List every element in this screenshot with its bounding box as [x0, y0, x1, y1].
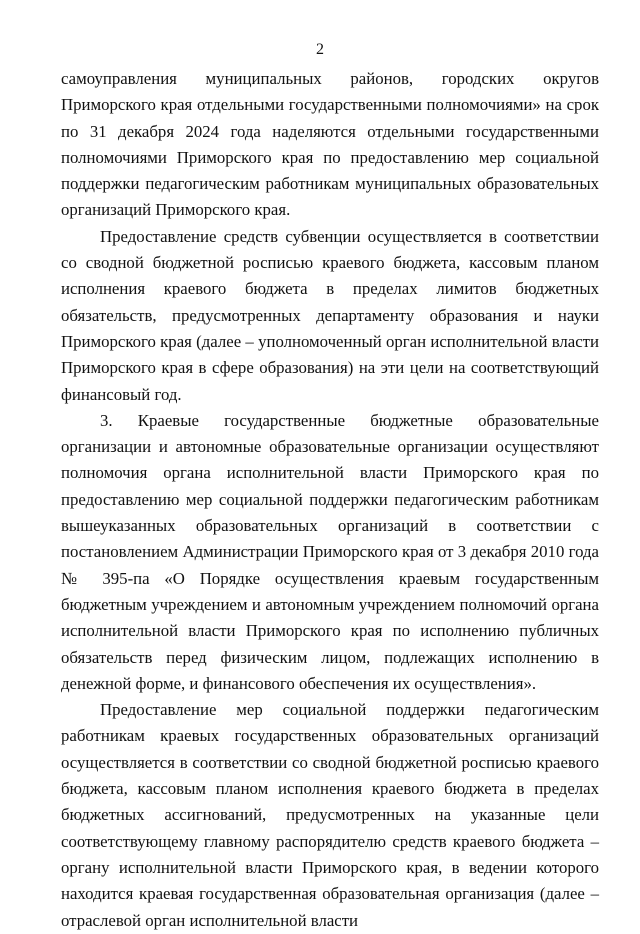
document-body — [61, 66, 599, 934]
paragraph-social-support: Предоставление мер социальной поддержки педагогическим работникам краевых государственных образовательных организаций осуществляется в соответствии со сводной бюджетной росписью краевого бюджета, кассовым планом исполнения краевого бюджета в пределах бюджетных ассигнований, предусмотренных на указанные цели соответствующему главному распорядителю средств краевого бюджета – органу исполнительной власти Приморского края, в ведении которого находится краевая государственная образовательная организация (далее – отраслевой орган исполнительной власти — [61, 700, 599, 930]
paragraph-item-3: 3. Краевые государственные бюджетные образовательные организации и автономные образовательные организации осуществляют полномочия органа исполнительной власти Приморского края по предоставлению мер социальной поддержки педагогическим работникам вышеуказанных образовательных организаций в соответствии с постановлением Администрации Приморского края от 3 декабря 2010 года № 395-па «О Порядке осуществления краевым государственным бюджетным учреждением и автономным учреждением полномочий органа исполнительной власти Приморского края по исполнению публичных обязательств перед физическим лицом, подлежащих исполнению в денежной форме, и финансового обеспечения их осуществления». — [61, 410, 599, 693]
paragraph-continuation: самоуправления муниципальных районов, городских округов Приморского края отдельными государственными полномочиями» на срок по 31 декабря 2024 года наделяются отдельными государственными полномочиями Приморского края по предоставлению мер социальной поддержки педагогическим работникам муниципальных образовательных организаций Приморского края. — [61, 69, 599, 220]
paragraph-subvention: Предоставление средств субвенции осуществляется в соответствии со сводной бюджетной росписью краевого бюджета, кассовым планом исполнения краевого бюджета в пределах лимитов бюджетных обязательств, предусмотренных департаменту образования и науки Приморского края (далее – уполномоченный орган исполнительной власти Приморского края в сфере образования) на эти цели на соответствующий финансовый год. — [61, 226, 599, 404]
page-number: 2 — [316, 41, 324, 58]
